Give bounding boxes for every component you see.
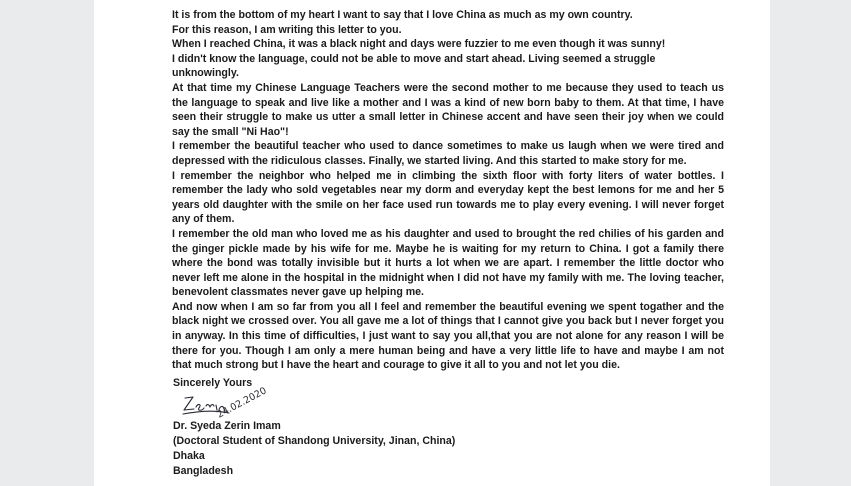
signer-name: Dr. Syeda Zerin Imam	[173, 420, 281, 432]
letter-body	[172, 8, 724, 373]
letter-paragraph-3: When I reached China, it was a black night and days were fuzzier to me even though it was sunny!	[172, 38, 666, 51]
signer-block	[173, 419, 455, 479]
signer-affiliation: (Doctoral Student of Shandong University, Jinan, China)	[173, 435, 456, 447]
letter-paragraph-7: I remember the neighbor who helped me in climbing the sixth floor with forty liters of water bottles. I remember the lady who sold vegetables near my dorm and everyday kept the best lemons for me and her 5 years old daughter with the smile on her face used run towards me to play every evening. I will never forget any of them.	[172, 169, 724, 226]
right-margin-backdrop	[770, 0, 851, 486]
letter-paragraph-2: For this reason, I am writing this letter to you.	[172, 23, 402, 36]
letter-paragraph-8: I remember the old man who loved me as his daughter and used to brought the red chilies of his garden and the ginger pickle made by his wife for me. Maybe he is waiting for my return to China. I got a family there where the bond was totally invisible but it hurts a lot when we are apart. I remember the little doctor who never left me alone in the hospital in the midnight when I did not have my family with me. The loving teacher, benevolent classmates never gave up helping me.	[172, 227, 724, 299]
letter-paragraph-6: I remember the beautiful teacher who used to dance sometimes to make us laugh when we were tired and depressed with the ridiculous classes. Finally, we started living. And this started to make story for me.	[172, 140, 724, 167]
letter-paragraph-1: It is from the bottom of my heart I want to say that I love China as much as my own country.	[172, 9, 633, 21]
closing-line: Sincerely Yours	[173, 377, 253, 389]
letter-page	[94, 0, 770, 486]
signer-country: Bangladesh	[173, 465, 234, 477]
letter-paragraph-9: And now when I am so far from you all I feel and remember the beautiful evening we spent togather and the black night we crossed over. You all gave me a lot of things that I cannot give you back but I never forget you in anyway. In this time of difficulties, I just want to say you all,that you are not alone for any reason I will be there for you. Though I am only a mere human being and have a very little life to have and maybe I am not that much strong but I have the heart and courage to give it all to you and not let you die.	[172, 300, 724, 372]
left-margin-backdrop	[0, 0, 94, 486]
signature-date: 24.02.2020	[215, 385, 269, 421]
signer-city: Dhaka	[173, 450, 205, 462]
letter-paragraph-5: At that time my Chinese Language Teachers were the second mother to me because they used to teach us the language to speak and live like a mother and I was a kind of new born baby to them. At that time, I have seen their struggle to make us utter a small letter in Chinese accent and have seen their joy when we could say the small "Ni Hao"!	[172, 81, 724, 138]
letter-paragraph-4: I didn't know the language, could not be able to move and start ahead. Living seemed a struggle unknowingly.	[172, 52, 656, 80]
